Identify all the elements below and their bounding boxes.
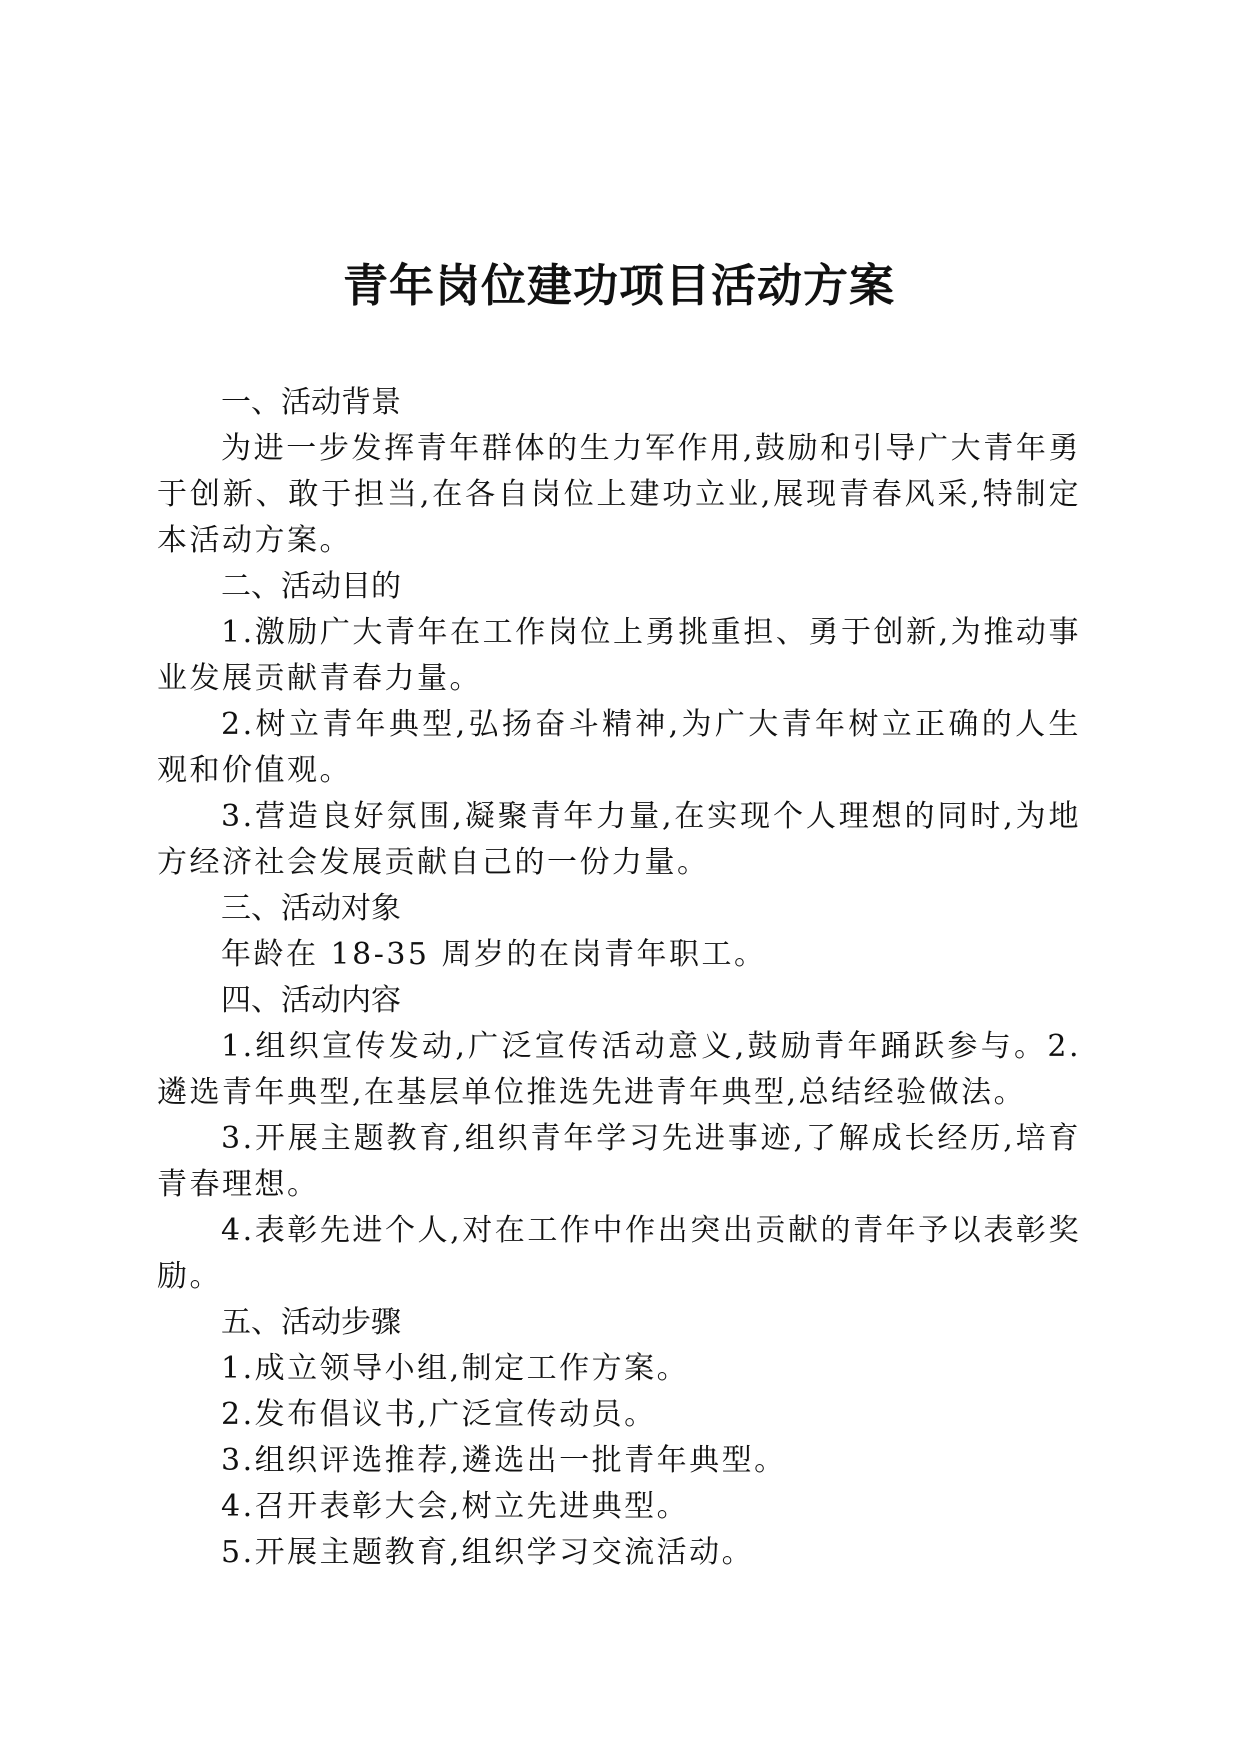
paragraph: 3.开展主题教育,组织青年学习先进事迹,了解成长经历,培育青春理想。 <box>157 1121 1081 1202</box>
document-body <box>157 380 1081 1576</box>
paragraph: 年龄在 18-35 周岁的在岗青年职工。 <box>221 937 767 972</box>
section-heading: 五、活动步骤 <box>221 1305 401 1340</box>
paragraph: 为进一步发挥青年群体的生力军作用,鼓励和引导广大青年勇于创新、敢于担当,在各自岗位上建功立业,展现青春风采,特制定本活动方案。 <box>157 431 1081 558</box>
section-heading: 三、活动对象 <box>221 891 401 926</box>
document-title: 青年岗位建功项目活动方案 <box>342 259 895 312</box>
section-heading: 二、活动目的 <box>221 569 401 604</box>
section-heading: 四、活动内容 <box>221 983 401 1018</box>
step-item: 2.发布倡议书,广泛宣传动员。 <box>221 1397 657 1432</box>
paragraph: 3.营造良好氛围,凝聚青年力量,在实现个人理想的同时,为地方经济社会发展贡献自己的一份力量。 <box>157 799 1081 880</box>
section-heading: 一、活动背景 <box>221 385 401 420</box>
paragraph: 1.激励广大青年在工作岗位上勇挑重担、勇于创新,为推动事业发展贡献青春力量。 <box>157 615 1081 696</box>
paragraph: 1.组织宣传发动,广泛宣传活动意义,鼓励青年踊跃参与。2.遴选青年典型,在基层单位推选先进青年典型,总结经验做法。 <box>157 1029 1081 1110</box>
paragraph: 4.表彰先进个人,对在工作中作出突出贡献的青年予以表彰奖励。 <box>157 1213 1081 1294</box>
section-purpose <box>157 564 1081 886</box>
section-content <box>157 978 1081 1300</box>
step-item: 3.组织评选推荐,遴选出一批青年典型。 <box>221 1443 787 1478</box>
step-item: 5.开展主题教育,组织学习交流活动。 <box>221 1535 755 1570</box>
section-target <box>157 886 1081 978</box>
step-item: 4.召开表彰大会,树立先进典型。 <box>221 1489 690 1524</box>
step-item: 1.成立领导小组,制定工作方案。 <box>221 1351 690 1386</box>
paragraph: 2.树立青年典型,弘扬奋斗精神,为广大青年树立正确的人生观和价值观。 <box>157 707 1081 788</box>
section-steps <box>157 1300 1081 1576</box>
section-background <box>157 380 1081 564</box>
